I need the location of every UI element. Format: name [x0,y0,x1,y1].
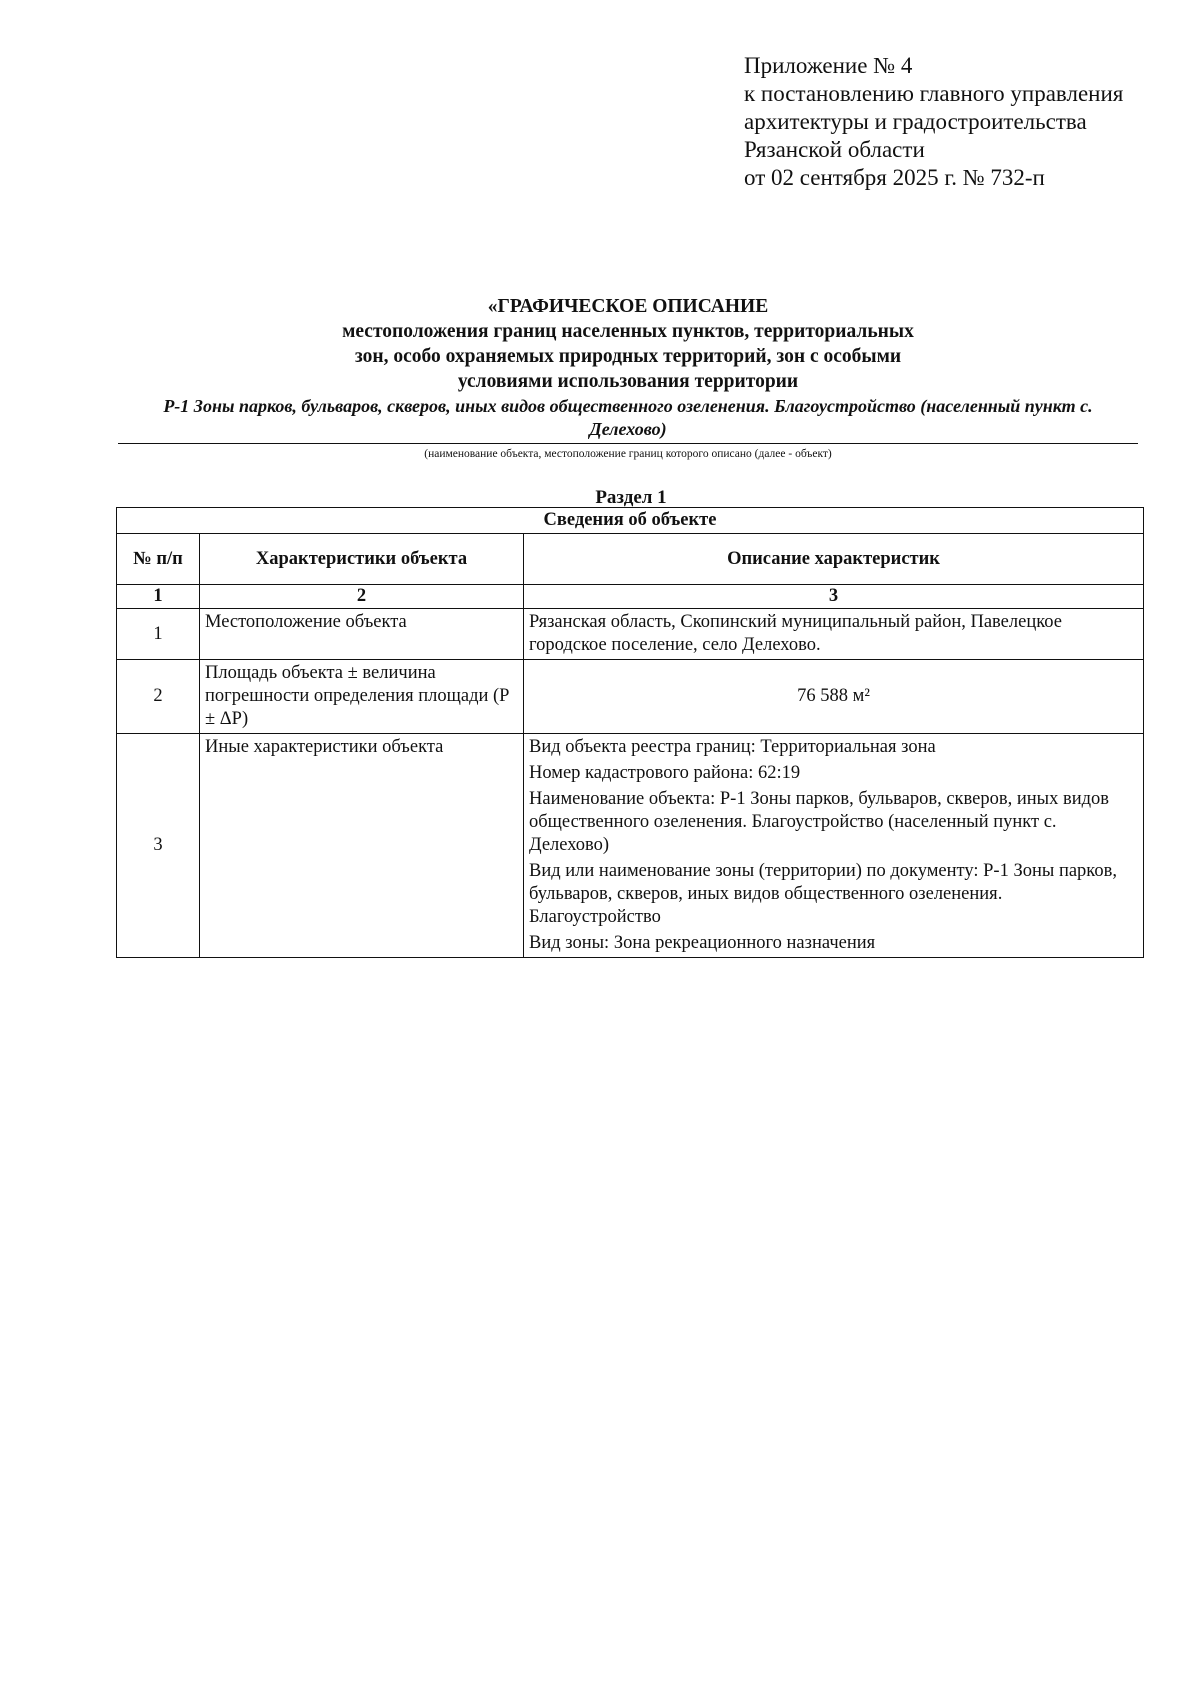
description-line: Вид зоны: Зона рекреационного назначения [529,933,876,953]
row-description [524,609,1144,660]
column-number: 2 [200,585,524,609]
description-line: Рязанская область, Скопинский муниципальный район, Павелецкое городское поселение, село Делехово. [529,612,1062,655]
object-info-table [116,507,1144,958]
column-number-row [117,585,1144,609]
table-caption: Сведения об объекте [117,508,1144,534]
document-subtitle-line: зон, особо охраняемых природных территорий, зон с особыми [354,346,902,367]
appendix-line: к постановлению главного управления [744,81,1124,106]
description-line: Вид объекта реестра границ: Территориальная зона [529,737,936,757]
column-number: 1 [117,585,200,609]
appendix-line: от 02 сентября 2025 г. № 732-п [744,165,1045,190]
description-line: Номер кадастрового района: 62:19 [529,763,801,783]
area-value: 76 588 м² [797,686,870,706]
row-description [524,734,1144,958]
object-name: Р-1 Зоны парков, бульваров, скверов, иных видов общественного озеленения. Благоустройство (населенный пункт с. Делехово) [163,396,1093,439]
table-row [117,734,1144,958]
header-description: Описание характеристик [524,534,1144,585]
table-row [117,609,1144,660]
row-characteristic: Площадь объекта ± величина погрешности определения площади (Р ± ΔР) [200,660,524,734]
appendix-line: Рязанской области [744,137,925,162]
document-subtitle-line: условиями использования территории [457,371,799,392]
row-number: 3 [117,734,200,958]
document-subtitle-line: местоположения границ населенных пунктов, территориальных [342,321,914,342]
section-heading: Раздел 1 [595,487,667,508]
header-num-label: № п/п [133,548,183,569]
object-name-underline [118,443,1138,444]
appendix-line: Приложение № 4 [744,53,913,78]
column-number: 3 [524,585,1144,609]
object-name-caption: (наименование объекта, местоположение границ которого описано (далее - объект) [424,448,832,460]
appendix-line: архитектуры и градостроительства [744,109,1087,134]
description-line: Вид или наименование зоны (территории) по документу: Р-1 Зоны парков, бульваров, скверов, иных видов общественного озеленения. Благоустройство [529,861,1117,927]
row-description [524,660,1144,734]
document-title: «ГРАФИЧЕСКОЕ ОПИСАНИЕ [487,296,769,317]
header-characteristic: Характеристики объекта [200,534,524,585]
row-number: 1 [117,609,200,660]
table-row [117,660,1144,734]
description-line: Наименование объекта: Р-1 Зоны парков, бульваров, скверов, иных видов общественного озеленения. Благоустройство (населенный пункт с. Делехово) [529,789,1109,855]
row-characteristic: Местоположение объекта [200,609,524,660]
row-number: 2 [117,660,200,734]
document-title-block [118,294,1138,461]
header-num [117,534,200,585]
row-characteristic: Иные характеристики объекта [200,734,524,958]
table-caption-row [117,508,1144,534]
table-header-row [117,534,1144,585]
appendix-note [744,52,1123,192]
